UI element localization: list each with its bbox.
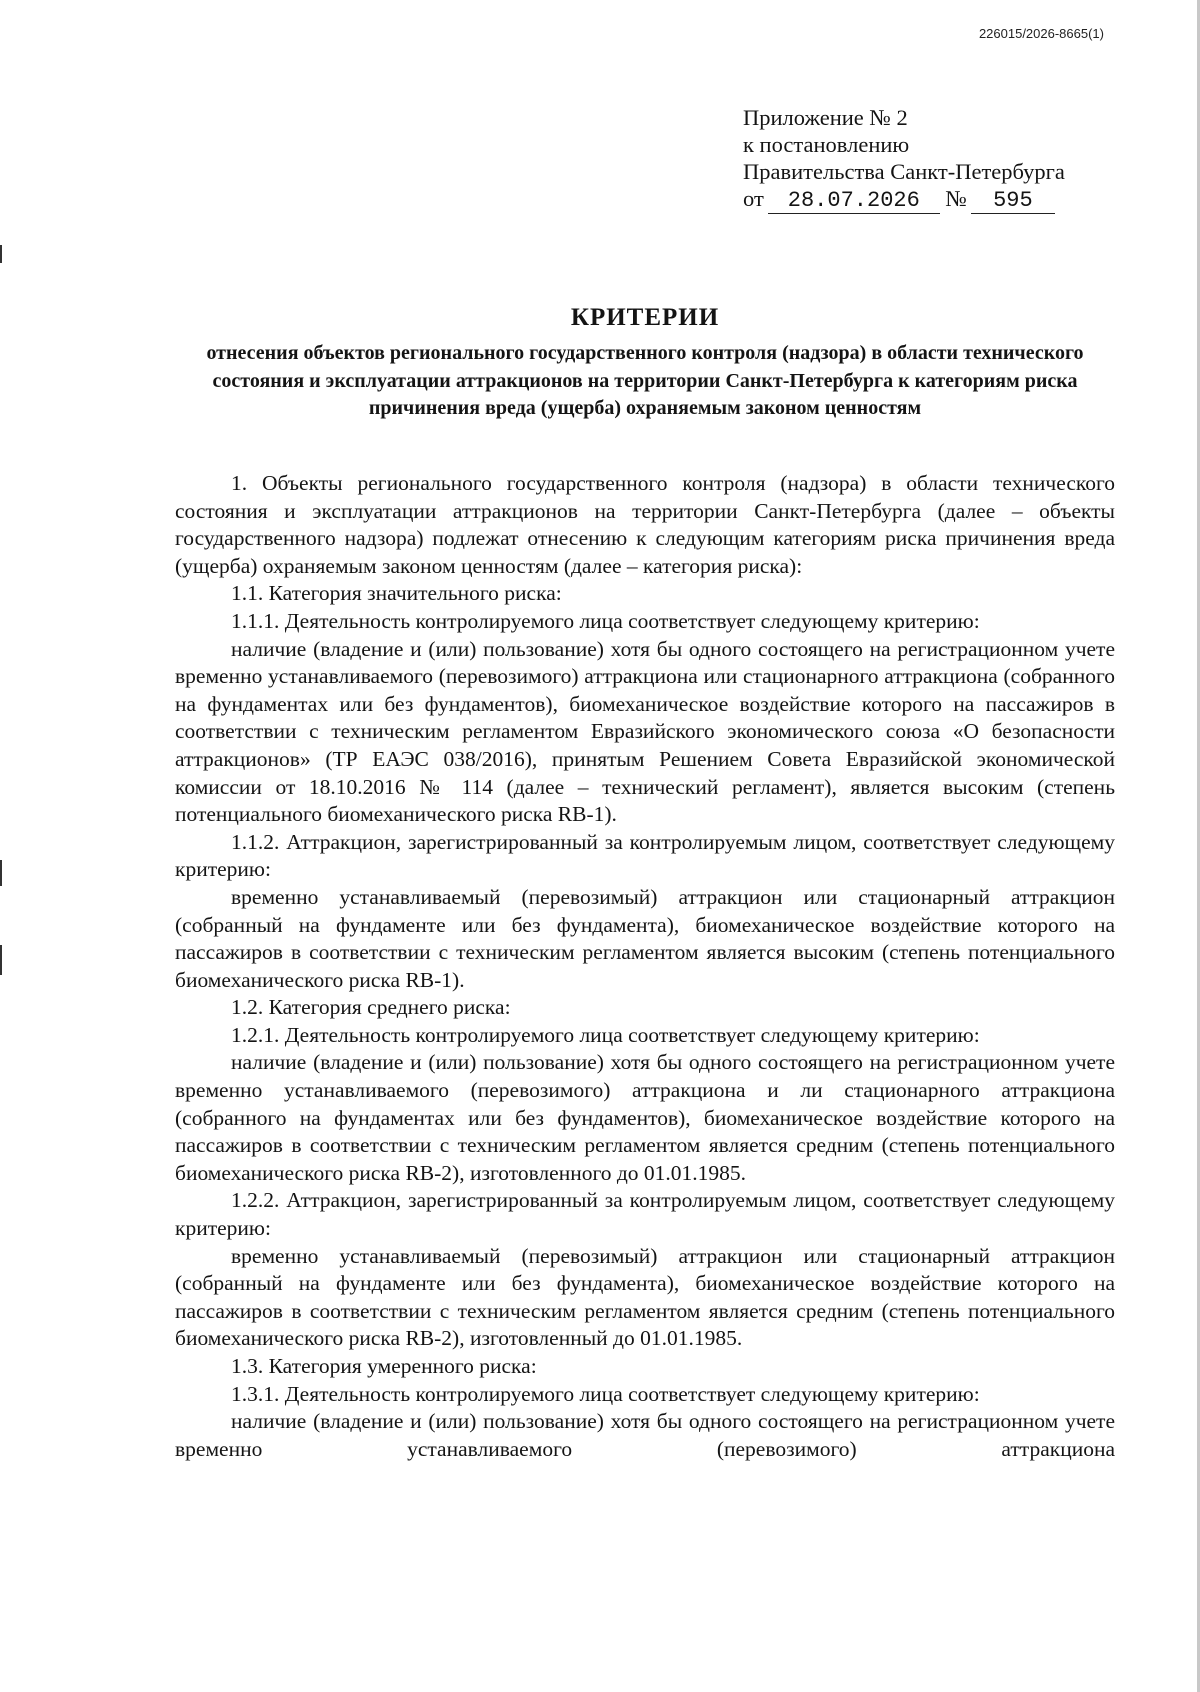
decree-from-label: от (743, 186, 764, 211)
document-title-block (175, 302, 1115, 423)
paragraph-1-3-1-text: наличие (владение и (или) пользование) хотя бы одного состоящего на регистрационном учете временно устанавливаемого (перевозимого) аттракциона (175, 1409, 1115, 1461)
paragraph-1-3: 1.3. Категория умеренного риска: (231, 1354, 537, 1378)
appendix-number: Приложение № 2 (743, 105, 908, 130)
decree-line (743, 185, 1123, 214)
paragraph-1-1-2: 1.1.2. Аттракцион, зарегистрированный за контролируемым лицом, соответствует следующему критерию: (175, 829, 1115, 882)
paragraph-1: 1. Объекты регионального государственного контроля (надзора) в области технического состояния и эксплуатации аттракционов на территории Санкт-Петербурга (далее – объекты государственного надзора) подлежат отнесению к следующим категориям риска причинения вреда (ущерба) охраняемым законом ценностям (далее – категория риска): (175, 471, 1115, 578)
document-body (175, 470, 1115, 1463)
paragraph-1-1-1-text: наличие (владение и (или) пользование) хотя бы одного состоящего на регистрационном учете временно устанавливаемого (перевозимого) аттракциона или стационарного аттракциона (собранного на фундаментах или без фундаментов), биомеханическое воздействие которого на пассажиров в соответствии с техническим регламентом Евразийского экономического союза «О безопасности аттракционов» (ТР ЕАЭС 038/2016), принятым Решением Совета Евразийской экономической комиссии от 18.10.2016 № 114 (далее – технический регламент), является высоким (степень потенциального биомеханического риска RB-1). (175, 636, 1115, 827)
scan-margin-mark (0, 245, 2, 263)
decree-number-label: № (945, 186, 967, 211)
document-title: КРИТЕРИИ (570, 304, 720, 331)
decree-date: 28.07.2026 (768, 189, 940, 214)
document-subtitle: отнесения объектов регионального государственного контроля (надзора) в области технического состояния и эксплуатации аттракционов на территории Санкт-Петербурга к категориям риска причинения вреда (ущерба) охраняемым законом ценностям (206, 342, 1084, 419)
appendix-header (743, 104, 1123, 214)
appendix-to-decree: к постановлению (743, 132, 910, 157)
appendix-issuer: Правительства Санкт-Петербурга (743, 159, 1065, 184)
paragraph-1-2-1: 1.2.1. Деятельность контролируемого лица соответствует следующему критерию: (231, 1022, 980, 1047)
document-id: 226015/2026-8665(1) (978, 26, 1104, 41)
paragraph-1-2-2-text: временно устанавливаемый (перевозимый) аттракцион или стационарный аттракцион (собранный на фундаменте или без фундамента), биомеханическое воздействие которого на пассажиров в соответствии с техническим регламентом является средним (степень потенциального биомеханического риска RB-2), изготовленный до 01.01.1985. (175, 1243, 1115, 1351)
paragraph-1-2: 1.2. Категория среднего риска: (231, 995, 511, 1020)
paragraph-1-1-1: 1.1.1. Деятельность контролируемого лица соответствует следующему критерию: (231, 608, 980, 633)
decree-number: 595 (971, 189, 1055, 214)
paragraph-1-2-2: 1.2.2. Аттракцион, зарегистрированный за контролируемым лицом, соответствует следующему критерию: (175, 1188, 1115, 1241)
scan-margin-mark (0, 860, 2, 886)
paragraph-1-1-2-text: временно устанавливаемый (перевозимый) аттракцион или стационарный аттракцион (собранный на фундаменте или без фундамента), биомеханическое воздействие которого на пассажиров в соответствии с техническим регламентом является высоким (степень потенциального биомеханического риска RB-1). (175, 884, 1115, 992)
paragraph-1-3-1: 1.3.1. Деятельность контролируемого лица соответствует следующему критерию: (231, 1381, 980, 1406)
scan-margin-mark (0, 945, 2, 975)
paragraph-1-2-1-text: наличие (владение и (или) пользование) хотя бы одного состоящего на регистрационном учете временно устанавливаемого (перевозимого) аттракциона и ли стационарного аттракциона (собранного на фундаментах или без фундаментов), биомеханическое воздействие которого на пассажиров в соответствии с техническим регламентом является средним (степень потенциального биомеханического риска RB-2), изготовленного до 01.01.1985. (175, 1050, 1115, 1185)
paragraph-1-1: 1.1. Категория значительного риска: (231, 581, 562, 606)
